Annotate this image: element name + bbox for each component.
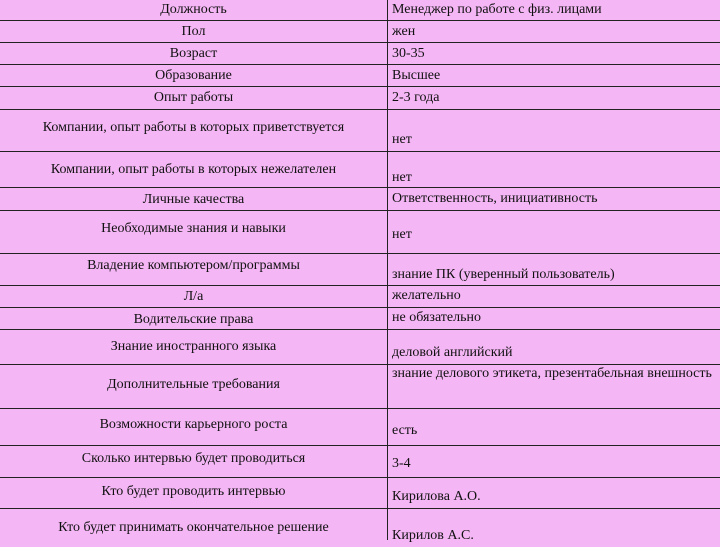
row-value: знание ПК (уверенный пользователь) [392, 267, 615, 282]
row-label: Возраст [169, 46, 218, 61]
row-label: Владение компьютером/программы [87, 258, 300, 273]
row-value: не обязательно [392, 310, 481, 325]
row-value: Кирилов А.С. [392, 528, 474, 543]
row-label: Возможности карьерного роста [99, 417, 288, 432]
row-value: знание делового этикета, презентабельная внешность [392, 366, 712, 381]
row-label: Опыт работы [153, 90, 234, 105]
table-row [0, 87, 720, 110]
table-row [0, 152, 720, 188]
table-row [0, 65, 720, 87]
row-label: Образование [155, 68, 232, 83]
row-label: Необходимые знания и навыки [101, 221, 286, 236]
row-label: Кто будет проводить интервью [101, 484, 286, 499]
table-row [0, 21, 720, 43]
row-value: нет [392, 170, 412, 185]
row-value: нет [392, 227, 412, 242]
table-row [0, 211, 720, 254]
table-row [0, 286, 720, 308]
row-value: 3-4 [392, 456, 411, 471]
row-label: Кто будет принимать окончательное решение [58, 520, 329, 535]
table-row [0, 330, 720, 365]
table-row [0, 254, 720, 286]
table-row [0, 446, 720, 478]
row-value: жен [392, 24, 416, 39]
table-row [0, 409, 720, 446]
table-row [0, 43, 720, 65]
row-value: 30-35 [392, 46, 425, 61]
row-value: Кирилова А.О. [392, 489, 481, 504]
row-value: Высшее [392, 68, 441, 83]
row-label: Водительские права [133, 312, 254, 327]
row-value: деловой английский [392, 345, 513, 360]
table-row [0, 308, 720, 330]
row-label: Пол [181, 24, 206, 39]
row-label: Компании, опыт работы в которых нежелателен [50, 162, 337, 177]
row-value: есть [392, 423, 418, 438]
table-row [0, 509, 720, 543]
row-value: 2-3 года [392, 90, 440, 105]
row-label: Личные качества [142, 192, 245, 207]
row-value: Ответственность, инициативность [392, 191, 598, 206]
row-value: желательно [392, 288, 461, 303]
table-row [0, 0, 720, 21]
table-row [0, 188, 720, 211]
row-value: Менеджер по работе с физ. лицами [392, 2, 602, 17]
row-label: Знание иностранного языка [110, 339, 277, 354]
row-label: Сколько интервью будет проводиться [81, 451, 306, 466]
row-label: Компании, опыт работы в которых приветствуется [42, 120, 345, 135]
table-row [0, 478, 720, 509]
table-row [0, 365, 720, 409]
row-label: Должность [160, 2, 227, 17]
row-value: нет [392, 132, 412, 147]
table-row [0, 110, 720, 152]
row-label: Дополнительные требования [107, 377, 280, 392]
row-label: Л/а [183, 289, 204, 304]
